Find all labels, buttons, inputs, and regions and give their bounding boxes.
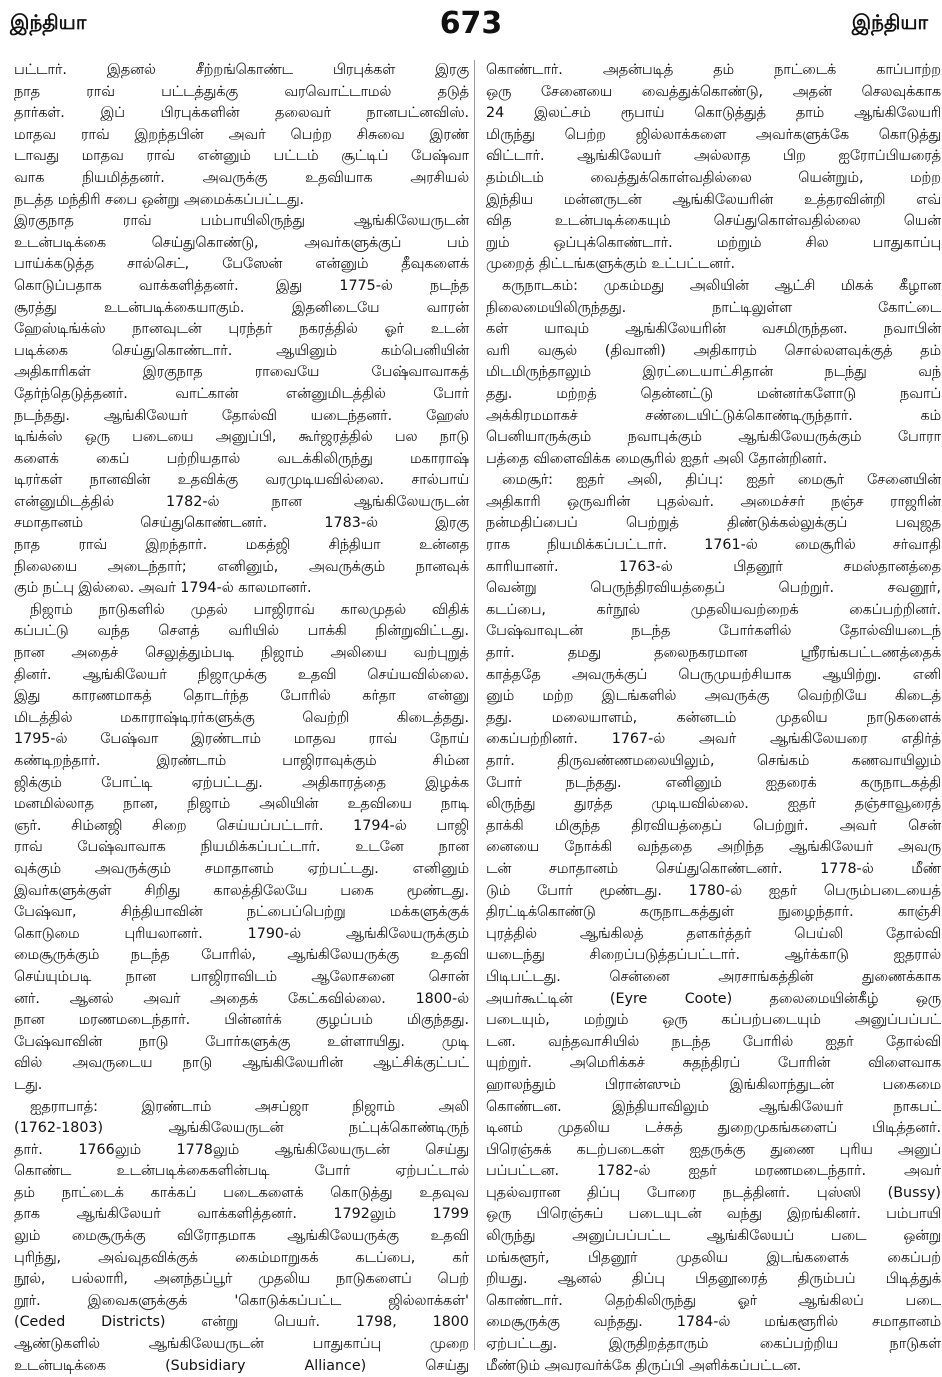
text-line: லும் மைசூருக்கு விரோதமாக ஆங்கிலேயருக்கு உதவி	[14, 1228, 469, 1245]
text-line: தார்கள். இப் பிரபுக்களின் தலைவர் நானபட்னவிஸ்.	[14, 105, 469, 122]
text-line: வென்று பெருந்திரவியத்தைப் பெற்றுர். சவனூர்,	[486, 580, 941, 597]
text-line: விட்டார். ஆங்கிலேயர் அல்லாத பிற ஐரோப்பியரைத்	[486, 148, 941, 165]
text-line: யுற்றுர். அமெரிக்கச் சுதந்திரப் போரின் விளைவாக	[486, 1055, 941, 1072]
text-line: தார். தமது தலைநகரமான ஸ்ரீரங்கபட்டணத்தைக்	[486, 645, 941, 662]
text-line: பிரெஞ்சுக் கடற்படைகள் ஐதருக்கு துணை புரிய அனுப்	[486, 1141, 941, 1158]
text-line: மைசூருக்கு வந்தது. 1784-ல் மங்களூரில் சமாதானம்	[486, 1314, 941, 1331]
text-line: கும் நட்பு இல்லை. அவர் 1794-ல் காலமானர்.	[14, 580, 312, 597]
text-line: கருநாடகம்: முகம்மது அலியின் ஆட்சி மிகக் கீழான	[502, 277, 941, 294]
text-line: உடன்படிக்கை செய்துகொண்டு, அவர்களுக்குப் பம்	[14, 234, 469, 251]
text-line: நடத்த மந்திரி சபை ஒன்று அமைக்கப்பட்டது.	[14, 191, 305, 208]
text-line: தார். திருவண்ணமலையிலும், செங்கம் கணவாயிலும்	[486, 753, 941, 769]
text-line: நிஜாம் நாடுகளில் முதல் பாஜிராவ் காலமுதல் விதிக்	[30, 601, 469, 618]
text-line: காத்ததே அவருக்குப் பெருமுயற்சியாக ஆயிற்று. எனி	[486, 666, 941, 683]
text-line: நிலையை அடைந்தார்; எனினும், அவருக்கும் நானவுக்	[14, 558, 469, 575]
text-line: ஜிக்கும் போட்டி ஏற்பட்டது. அதிகாரத்தை இழக்க	[14, 774, 469, 791]
text-line: டிங்க்ஸ் ஒரு படையை அனுப்பி, கூர்ஜரத்தில் பல நாடு	[14, 429, 469, 446]
text-line: இந்திய மன்னருடன் ஆங்கிலேயரின் உத்தரவின்றி எவ்	[486, 191, 941, 208]
text-line: னையை நோக்கி வந்ததை அறிந்த ஆங்கிலேயர் அவரு	[486, 839, 941, 856]
text-line: மிடத்தில் மகாராஷ்டிரர்களுக்கு வெற்றி கிடைத்தது.	[14, 709, 469, 726]
text-line: கொடுப்பதாக வாக்களித்தனர். இது 1775-ல் நடந்த	[14, 277, 469, 294]
text-line: நாத ராவ் இறந்தார். மகத்ஜி சிந்தியா உன்னத	[14, 537, 469, 554]
text-line: 1795-ல் பேஷ்வா இரண்டாம் மாதவ ராவ் நோய்	[14, 731, 469, 748]
text-line: மைசூர்: ஐதர் அலி, திப்பு: ஐதர் மைசூர் சேனையின்	[502, 472, 941, 489]
text-line: புரத்தில் ஆங்கிலத் தளகர்த்தர் பெய்லி தோல்வி	[486, 925, 941, 942]
left-column	[14, 60, 469, 1374]
text-line: ஒரு பிரெஞ்சுப் படையுடன் வந்து இறங்கினர். பம்பாயி	[486, 1206, 941, 1223]
text-line: டது.	[14, 1076, 43, 1093]
text-line: பெனியாருக்கும் நவாபுக்கும் ஆங்கிலேயருக்கும் போரா	[486, 429, 941, 446]
text-line: கொண்டன. இந்தியாவிலும் ஆங்கிலேயர் நாகபட்	[486, 1098, 941, 1115]
text-line: னர். ஆனல் அவர் அதைக் கேட்கவில்லை. 1800-ல்	[14, 990, 469, 1007]
text-line: பட்டார். இதனல் சீற்றங்கொண்ட பிரபுக்கள் இரகு	[14, 62, 469, 78]
text-line: கொண்டார். தெற்கிலிருந்து ஓர் ஆங்கிலப் படை	[486, 1292, 941, 1309]
text-line: ஏற்பட்டது. இருதிறத்தாரும் கைப்பற்றிய நாடுகள்	[486, 1336, 941, 1353]
text-line: பத்தை விளைவிக்க மைசூரில் ஐதர் அலி தோன்றினர்.	[486, 450, 828, 467]
text-line: தார். 1766லும் 1778லும் ஆங்கிலேயருடன் செய்து	[14, 1141, 469, 1158]
text-line: தம்மிடம் வைத்துக்கொள்வதில்லை யென்றும், மற்ற	[486, 169, 941, 186]
text-line: னும் மற்ற இடங்களில் அவருக்கு வெற்றியே கிடைத்	[486, 688, 941, 705]
text-line: நான அதைச் செலுத்தும்படி நிஜாம் அலியை வற்புறுத்	[14, 645, 469, 662]
column-divider	[474, 60, 475, 1350]
text-line: றியது. ஆனல் திப்பு பிதனூரைத் திரும்பப் பிடித்துக்	[486, 1271, 941, 1288]
text-line: ஞர். சிம்னஜி சிறை செய்யப்பட்டார். 1794-ல் பாஜி	[14, 817, 469, 834]
text-line: பாய்க்கடுத்த சால்செட், பேஸேன் என்னும் தீவுகளைக்	[14, 256, 469, 273]
text-line: அக்கிரமமாகச் சண்டையிட்டுக்கொண்டிருந்தார். கம்	[486, 407, 941, 424]
text-line: ஆண்டுகளில் ஆங்கிலேயருடன் பாதுகாப்பு முறை	[14, 1336, 469, 1353]
text-line: வில் அவருடைய நாடு ஆங்கிலேயரின் ஆட்சிக்குட்பட்	[14, 1055, 469, 1072]
text-line: நிலைமையிலிருந்தது. நாட்டிலுள்ள கோட்டை	[486, 299, 941, 316]
text-line: பேஷ்வா, சிந்தியாவின் நட்பைப்பெற்று மக்களுக்குக்	[14, 904, 469, 921]
text-line: இது காரணமாகத் தொடர்ந்த போரில் கர்தா என்னு	[14, 688, 469, 705]
text-line: நாத ராவ் பட்டத்துக்கு வரவொட்டாமல் தடுத்	[14, 83, 469, 100]
text-line: செய்யும்படி நான பாஜிராவிடம் ஆலோசனை சொன்	[14, 968, 469, 985]
text-line: லிருந்து துரத்த முடியவில்லை. ஐதர் தஞ்சாவூரைத்	[486, 796, 941, 813]
text-line: கப்பட்டு வந்த சௌத் வரியில் பாக்கி நின்றுவிட்டது.	[14, 623, 469, 640]
text-line: அதிகாரிகள் இரகுநாத ராவையே பேஷ்வாவாகத்	[14, 364, 469, 381]
text-line: றும் ஒப்புக்கொண்டார். மற்றும் சில பாதுகாப்பு	[486, 234, 941, 251]
text-line: கடப்பை, கர்நூல் முதலியவற்றைக் கைப்பற்றினர்.	[486, 601, 941, 618]
text-line: வாக நியமித்தனர். அவருக்கு உதவியாக அரசியல்	[14, 169, 469, 186]
text-line: உடன்படிக்கை (Subsidiary Alliance) செய்து	[14, 1357, 469, 1374]
text-line: புரிந்து, அவ்வுதவிக்குக் கைம்மாறுகக் கடப்பை, கர்	[14, 1249, 469, 1266]
text-line: டன. வந்தவாசியில் நடந்த போரில் ஐதர் தோல்வி	[486, 1033, 941, 1050]
text-line: பிடிபட்டது. சென்னை அரசாங்கத்தின் துணைக்காக	[486, 968, 941, 985]
text-line: நன்மதிப்பைப் பெற்றுத் திண்டுக்கல்லுக்குப் பவுஜத	[486, 515, 941, 532]
text-line: ராவ் பேஷ்வாவாக நியமிக்கப்பட்டார். உடனே நான	[14, 839, 469, 856]
text-line: களைக் கைப் பற்றியதால் வடக்கிலிருந்து மகாராஷ்	[14, 450, 469, 467]
text-line: காரியானர். 1763-ல் பிதனூர் சமஸ்தானத்தை	[486, 558, 941, 575]
text-line: தாக்கி மிகுந்த திரவியத்தைப் பெற்றுர். அவர் சென்	[486, 817, 941, 834]
text-line: மிருந்து பெற்ற ஜில்லாக்களை அவர்களுக்கே கொடுத்து	[486, 126, 941, 143]
text-line: நான மரணமடைந்தார். பின்னர்க் குழப்பம் மிகுந்தது.	[14, 1012, 469, 1029]
text-line: டன் சமாதானம் செய்துகொண்டனர். 1778-ல் மீண்	[486, 860, 941, 877]
text-line: சூரத்து உடன்படிக்கையாகும். இதனிடையே வாரன்	[14, 299, 469, 316]
text-line: ஐதராபாத்: இரண்டாம் அசப்ஜா நிஜாம் அலி	[30, 1098, 469, 1115]
text-line: கைப்பற்றினர். 1767-ல் அவர் ஆங்கிலேயரை எதிர்த்	[486, 731, 941, 748]
text-line: நூல், பல்லாரி, அனந்தப்பூர் முதலிய நாடுகளைப் பெற்	[14, 1271, 469, 1288]
text-line: கண்டிறந்தார். இரண்டாம் பாஜிராவுக்கும் சிம்ன	[14, 753, 469, 769]
text-line: ஹேஸ்டிங்க்ஸ் நானவுடன் புரந்தர் நகரத்தில் ஓர் உடன்	[14, 321, 469, 338]
text-line: அயர்கூட்டின் (Eyre Coote) தலைமையின்கீழ் ஒரு	[486, 990, 941, 1007]
text-line: சமாதானம் செய்துகொண்டனர். 1783-ல் இரகு	[14, 515, 469, 532]
text-line: ஹாலந்தும் பிரான்ஸும் இங்கிலாந்துடன் பகைமை	[486, 1076, 941, 1093]
text-line: கொடுமை புரியலானர். 1790-ல் ஆங்கிலேயருக்கும்	[14, 925, 469, 942]
text-line: டும் போர் மூண்டது. 1780-ல் ஐதர் பெரும்படையைத்	[486, 882, 941, 899]
text-line: டிரர்கள் நானவின் உதவிக்கு வரமுடியவில்லை. சால்பாய்	[14, 472, 469, 489]
page-header	[0, 6, 942, 46]
text-line: தது. மற்றத் தென்னட்டு மன்னர்களோடு நவாப்	[486, 385, 941, 402]
text-line: மீண்டும் அவரவர்க்கே திருப்பி அளிக்கப்பட்டன.	[486, 1357, 802, 1374]
text-line: இரகுநாத ராவ் பம்பாயிலிருந்து ஆங்கிலேயருடன்	[14, 213, 469, 230]
text-line: மைசூருக்கும் நடந்த போரில், ஆங்கிலேயருக்கு உதவி	[14, 947, 469, 964]
text-line: வரி வசூல் (திவானி) அதிகாரம் சொல்லளவுக்குத் தம்	[486, 342, 941, 359]
text-line: கொண்ட உடன்படிக்கைகளின்படி போர் ஏற்பட்டால்	[14, 1163, 469, 1180]
text-line: தினர். ஆங்கிலேயர் நிஜாமுக்கு உதவி செய்யவில்லை.	[14, 666, 469, 683]
text-line: தம் நாட்டைக் காக்கப் படைகளைக் கொடுத்து உதவுவ	[14, 1184, 469, 1201]
text-line: முறைத் திட்டங்களுக்கும் உட்பட்டனர்.	[486, 256, 736, 273]
right-column	[486, 60, 941, 1374]
text-line: பேஷ்வாவின் நாடு போர்களுக்கு உள்ளாயிது. முடி	[14, 1033, 469, 1050]
text-line: கள் யாவும் ஆங்கிலேயரின் வசமிருந்தன. நவாபின்	[486, 321, 941, 338]
page-number: 673	[439, 6, 503, 41]
text-line: மனமில்லாத நான, நிஜாம் அலியின் உதவியை நாடி	[14, 796, 469, 813]
text-line: றூர். இவைகளுக்குக் 'கொடுக்கப்பட்ட ஜில்லாக்கள்'	[14, 1292, 469, 1309]
text-line: தாக ஆங்கிலேயர் வாக்களித்தனர். 1792லும் 1799	[14, 1206, 469, 1223]
text-line: (1762-1803) ஆங்கிலேயருடன் நட்புக்கொண்டிருந்	[14, 1120, 469, 1137]
text-line: திரட்டிக்கொண்டு கருநாடகத்துள் நுழைந்தார். காஞ்சி	[486, 904, 941, 921]
text-line: லிருந்து அனுப்பப்பட்ட ஆங்கிலேயப் படை ஒன்று	[486, 1228, 941, 1245]
text-line: ராக நியமிக்கப்பட்டார். 1761-ல் மைசூரில் சர்வாதி	[486, 537, 941, 554]
text-line: தேர்ந்தெடுத்தனர். வாட்கான் என்னுமிடத்தில் போர்	[14, 385, 469, 402]
text-line: டாவது மாதவ ராவ் என்னும் பட்டம் சூட்டிப் பேஷ்வா	[14, 148, 469, 165]
text-line: வுக்கும் அவருக்கும் சமாதானம் ஏற்பட்டது. எனினும்	[14, 860, 469, 877]
text-line: அதிகாரி ஒருவரின் புதல்வர். அமைச்சர் நஞ்ச ராஜரின்	[486, 493, 941, 510]
text-line: படையும், மற்றும் ஒரு கப்பற்படையும் அனுப்பப்பட்	[486, 1012, 941, 1029]
text-line: மிடமிருந்தாலும் இரட்டையாட்சிதான் நடந்து வந்	[486, 364, 941, 381]
text-line: பேஷ்வாவுடன் நடந்த போர்களில் தோல்வியடைந்	[486, 623, 941, 640]
text-line: கொண்டார். அதன்படித் தம் நாட்டைக் காப்பாற்ற	[486, 62, 941, 78]
text-line: மாதவ ராவ் இறந்தபின் அவர் பெற்ற சிசுவை இரண்	[14, 126, 469, 143]
text-line: வித உடன்படிக்கையும் செய்துகொள்வதில்லை யென்	[486, 213, 941, 230]
text-line: நடந்தது. ஆங்கிலேயர் தோல்வி யடைந்தனர். ஹேஸ்	[14, 407, 469, 424]
running-head-right: இந்தியா	[851, 10, 928, 34]
text-line: ஒரு சேனையை வைத்துக்கொண்டு, அதன் செலவுக்காக	[486, 83, 941, 100]
text-line: படிக்கை செய்துகொண்டார். ஆயினும் கம்பெனியின்	[14, 342, 469, 359]
text-line: என்னுமிடத்தில் 1782-ல் நான ஆங்கிலேயருடன்	[14, 493, 469, 510]
text-line: இவர்களுக்குள் சிறிது காலத்திலேயே பகை மூண்டது.	[14, 882, 469, 899]
text-line: புதல்வரான திப்பு போரை நடத்தினர். புஸ்ஸி (Bussy)	[486, 1184, 941, 1201]
text-line: பப்பட்டன. 1782-ல் ஐதர் மரணமடைந்தார். அவர்	[486, 1163, 941, 1180]
text-line: மங்களூர், பிதனூர் முதலிய இடங்களைக் கைப்பற்	[486, 1249, 941, 1266]
text-line: (Ceded Districts) என்று பெயர். 1798, 1800	[14, 1314, 469, 1331]
text-line: யடைந்து சிறைப்படுத்தப்பட்டார். ஆர்க்காடு ஐதரால்	[486, 947, 941, 964]
text-line: தது. மலையாளம், கன்னடம் முதலிய நாடுகளைக்	[486, 709, 941, 726]
text-line: டினம் முதலிய டச்சுத் துறைமுகங்களைப் பிடித்தனர்.	[486, 1120, 941, 1137]
running-head-left: இந்தியா	[10, 10, 87, 34]
text-line: 24 இலட்சம் ரூபாய் கொடுத்துத் தாம் ஆங்கிலேயரி	[486, 105, 941, 122]
text-line: போர் நடந்தது. எனினும் ஐதரைக் கருநாடகத்தி	[486, 774, 941, 791]
